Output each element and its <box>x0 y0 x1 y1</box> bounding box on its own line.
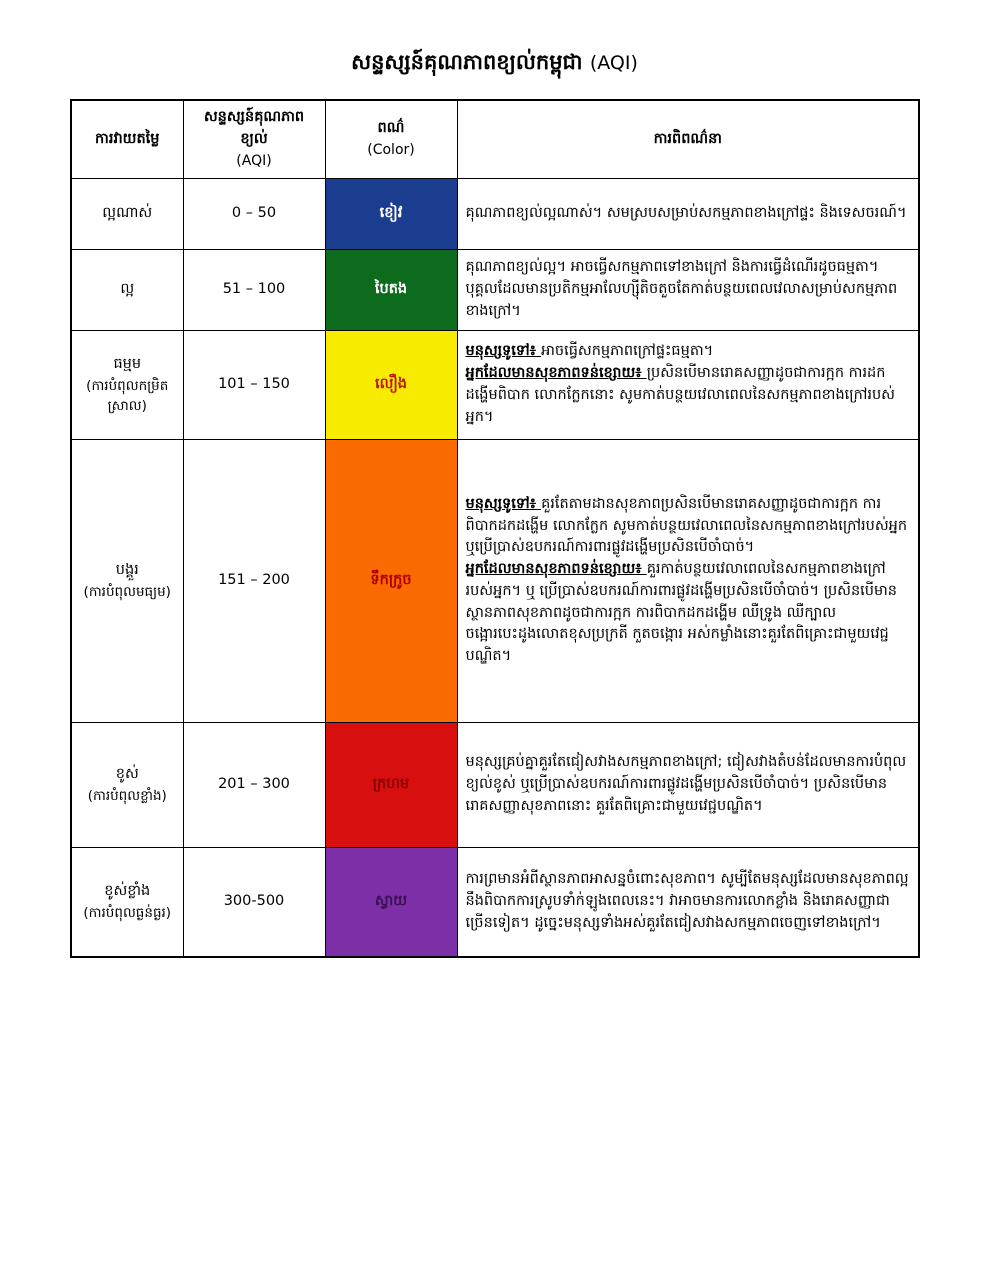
row-category-paren: (ការបំពុលមធ្យម) <box>83 583 171 600</box>
table-body <box>71 178 919 957</box>
row-description-text-1: អាចធ្វើសកម្មភាពក្រៅផ្ទះធម្មតា។ <box>541 343 714 360</box>
row-description <box>457 178 919 249</box>
row-aqi-range: 51 – 100 <box>183 249 325 330</box>
row-color-swatch <box>325 439 457 722</box>
header-color-sub: (Color) <box>367 142 415 159</box>
row-color-swatch <box>325 722 457 847</box>
row-color-swatch <box>325 178 457 249</box>
row-aqi-range: 101 – 150 <box>183 330 325 439</box>
row-color-swatch <box>325 249 457 330</box>
row-color-label: ខៀវ <box>379 205 403 222</box>
header-description-label: ការពិពណ៌នា <box>653 130 722 147</box>
table-row <box>71 439 919 722</box>
row-color-swatch <box>325 330 457 439</box>
row-description <box>457 722 919 847</box>
row-category-paren: (ការបំពុលកម្រិតស្រាល) <box>86 377 169 414</box>
header-color <box>325 100 457 178</box>
row-description <box>457 249 919 330</box>
row-description-text: គុណភាពខ្យល់ល្អណាស់។ សមស្របសម្រាប់សកម្មភាពខាងក្រៅផ្ទះ និងទេសចរណ៍។ <box>465 205 907 222</box>
header-category <box>71 100 183 178</box>
row-category <box>71 847 183 957</box>
row-category-label: ល្អណាស់ <box>102 205 153 222</box>
row-category-label: បង្គួរ <box>115 561 139 578</box>
row-description-bold-1: មនុស្សទូទៅ៖ <box>465 495 542 512</box>
row-description-bold-2: អ្នកដែលមានសុខភាពទន់ខ្សោយ៖ <box>465 561 647 578</box>
row-category <box>71 178 183 249</box>
header-aqi-sub: (AQI) <box>236 152 272 169</box>
table-row <box>71 330 919 439</box>
row-color-label: ស្វាយ <box>374 893 408 910</box>
header-row <box>71 100 919 178</box>
row-description-text-2: គួរកាត់បន្ថយវេលាពេលនៃសកម្មភាពខាងក្រៅរបស់អ្នក។ ឬ ប្រើប្រាស់ឧបករណ៍ការពារផ្លូវដង្ហើមប្រសិនបើចាំបាច់។ ប្រសិនបើមានស្ថានភាពសុខភាពដូចជាការក្អក ការពិបាកដកដង្ហើម ឈឺទ្រូង ឈឺក្បាល ចង្អោរបេះដូងលោតខុសប្រក្រតី កួតចង្កោរ អស់កម្លាំងនោះគួរតែពិគ្រោះជាមួយវេជ្ជបណ្ឌិត។ <box>465 561 897 665</box>
row-color-label: លឿង <box>375 376 407 393</box>
row-category-label: ខូស់ខ្លាំង <box>104 882 151 899</box>
header-category-label: ការវាយតម្លៃ <box>95 130 160 147</box>
row-description <box>457 439 919 722</box>
row-aqi-range: 201 – 300 <box>183 722 325 847</box>
row-category-label: ល្អ <box>120 281 135 298</box>
row-description-text-2: ប្រសិនបើមានរោគសញ្ញាដូចជាការក្អក ការដកដង្ហើមពិបាក លោកក្លែកនោះ សូមកាត់បន្ថយវេលាពេលនៃសកម្មភាពខាងក្រៅរបស់អ្នក។ <box>465 365 895 425</box>
table-row <box>71 847 919 957</box>
header-description <box>457 100 919 178</box>
table-row <box>71 249 919 330</box>
row-category-paren: (ការបំពុលធ្ងន់ធ្ងរ) <box>83 904 172 921</box>
row-description-bold-2: អ្នកដែលមានសុខភាពទន់ខ្សោយ៖ <box>465 365 647 382</box>
row-description-text: មនុស្សគ្រប់គ្នាគួរតែជៀសវាងសកម្មភាពខាងក្រៅ; ជៀសវាងតំបន់ដែលមានការបំពុលខ្យល់ខូស់ ឬប្រើប្រាស់ឧបករណ៍ការពារផ្លូវដង្ហើមប្រសិនបើចាំបាច់។ ប្រសិនបើមានរោគសញ្ញាសុខភាពនោះ គួរតែពិគ្រោះជាមួយវេជ្ជបណ្ឌិត។ <box>465 754 907 814</box>
row-description-text: ការព្រមានអំពីស្ថានភាពអាសន្នចំពោះសុខភាព។ សូម្បីតែមនុស្សដែលមានសុខភាពល្អនឹងពិបាកការស្រូបទាំក់ឡូងពេលនេះ។ វាអាចមានការលោកខ្លាំង និងរោគសញ្ញាជាច្រើនទៀត។ ដូច្នេះមនុស្សទាំងអស់គួរតែជៀសវាងសកម្មភាពចេញទៅខាងក្រៅ។ <box>465 871 909 931</box>
row-category <box>71 330 183 439</box>
header-aqi <box>183 100 325 178</box>
row-category <box>71 249 183 330</box>
row-color-swatch <box>325 847 457 957</box>
row-color-label: ក្រហម <box>372 776 410 793</box>
page-title <box>70 48 919 77</box>
table-header <box>71 100 919 178</box>
header-aqi-label: សន្ទស្សន៍គុណភាពខ្យល់ <box>203 109 305 148</box>
header-color-label: ពណ៌ <box>377 120 405 137</box>
row-category-label: ខូស់ <box>115 765 139 782</box>
row-description-text: គុណភាពខ្យល់ល្អ។ អាចធ្វើសកម្មភាពទៅខាងក្រៅ និងការធ្វើដំណើរដូចធម្មតា។ បុគ្គលដែលមានប្រតិកម្មអាលែហ្ស៊ីតិចតួចតែកាត់បន្ថយពេលវេលាសម្រាប់សកម្មភាពខាងក្រៅ។ <box>465 259 898 319</box>
row-aqi-range: 0 – 50 <box>183 178 325 249</box>
table-row <box>71 178 919 249</box>
row-description-text-1: គួរតែតាមដានសុខភាពប្រសិនបើមានរោគសញ្ញាដូចជាការក្អក ការពិបាកដកដង្ហើម លោកក្លែក សូមកាត់បន្ថយវេលាពេលនៃសកម្មភាពខាងក្រៅរបស់អ្នក ឬប្រើប្រាស់ឧបករណ៍ការពារផ្លូវដង្ហើមប្រសិនបើចាំបាច់។ <box>465 495 908 556</box>
row-category-paren: (ការបំពុលខ្លាំង) <box>87 787 167 804</box>
row-description <box>457 330 919 439</box>
table-row <box>71 722 919 847</box>
row-color-label: បៃតង <box>374 281 408 298</box>
row-category <box>71 722 183 847</box>
row-description <box>457 847 919 957</box>
page-title-main: សន្ទស្សន៍គុណភាពខ្យល់កម្ពុជា <box>351 50 583 74</box>
row-aqi-range: 300-500 <box>183 847 325 957</box>
aqi-table <box>70 99 920 958</box>
row-aqi-range: 151 – 200 <box>183 439 325 722</box>
row-color-label: ទឹកក្រូច <box>370 572 412 589</box>
page-title-suffix: (AQI) <box>589 52 638 74</box>
row-category-label: ធម្មម <box>113 355 142 372</box>
row-category <box>71 439 183 722</box>
row-description-bold-1: មនុស្សទូទៅ៖ <box>465 343 542 360</box>
